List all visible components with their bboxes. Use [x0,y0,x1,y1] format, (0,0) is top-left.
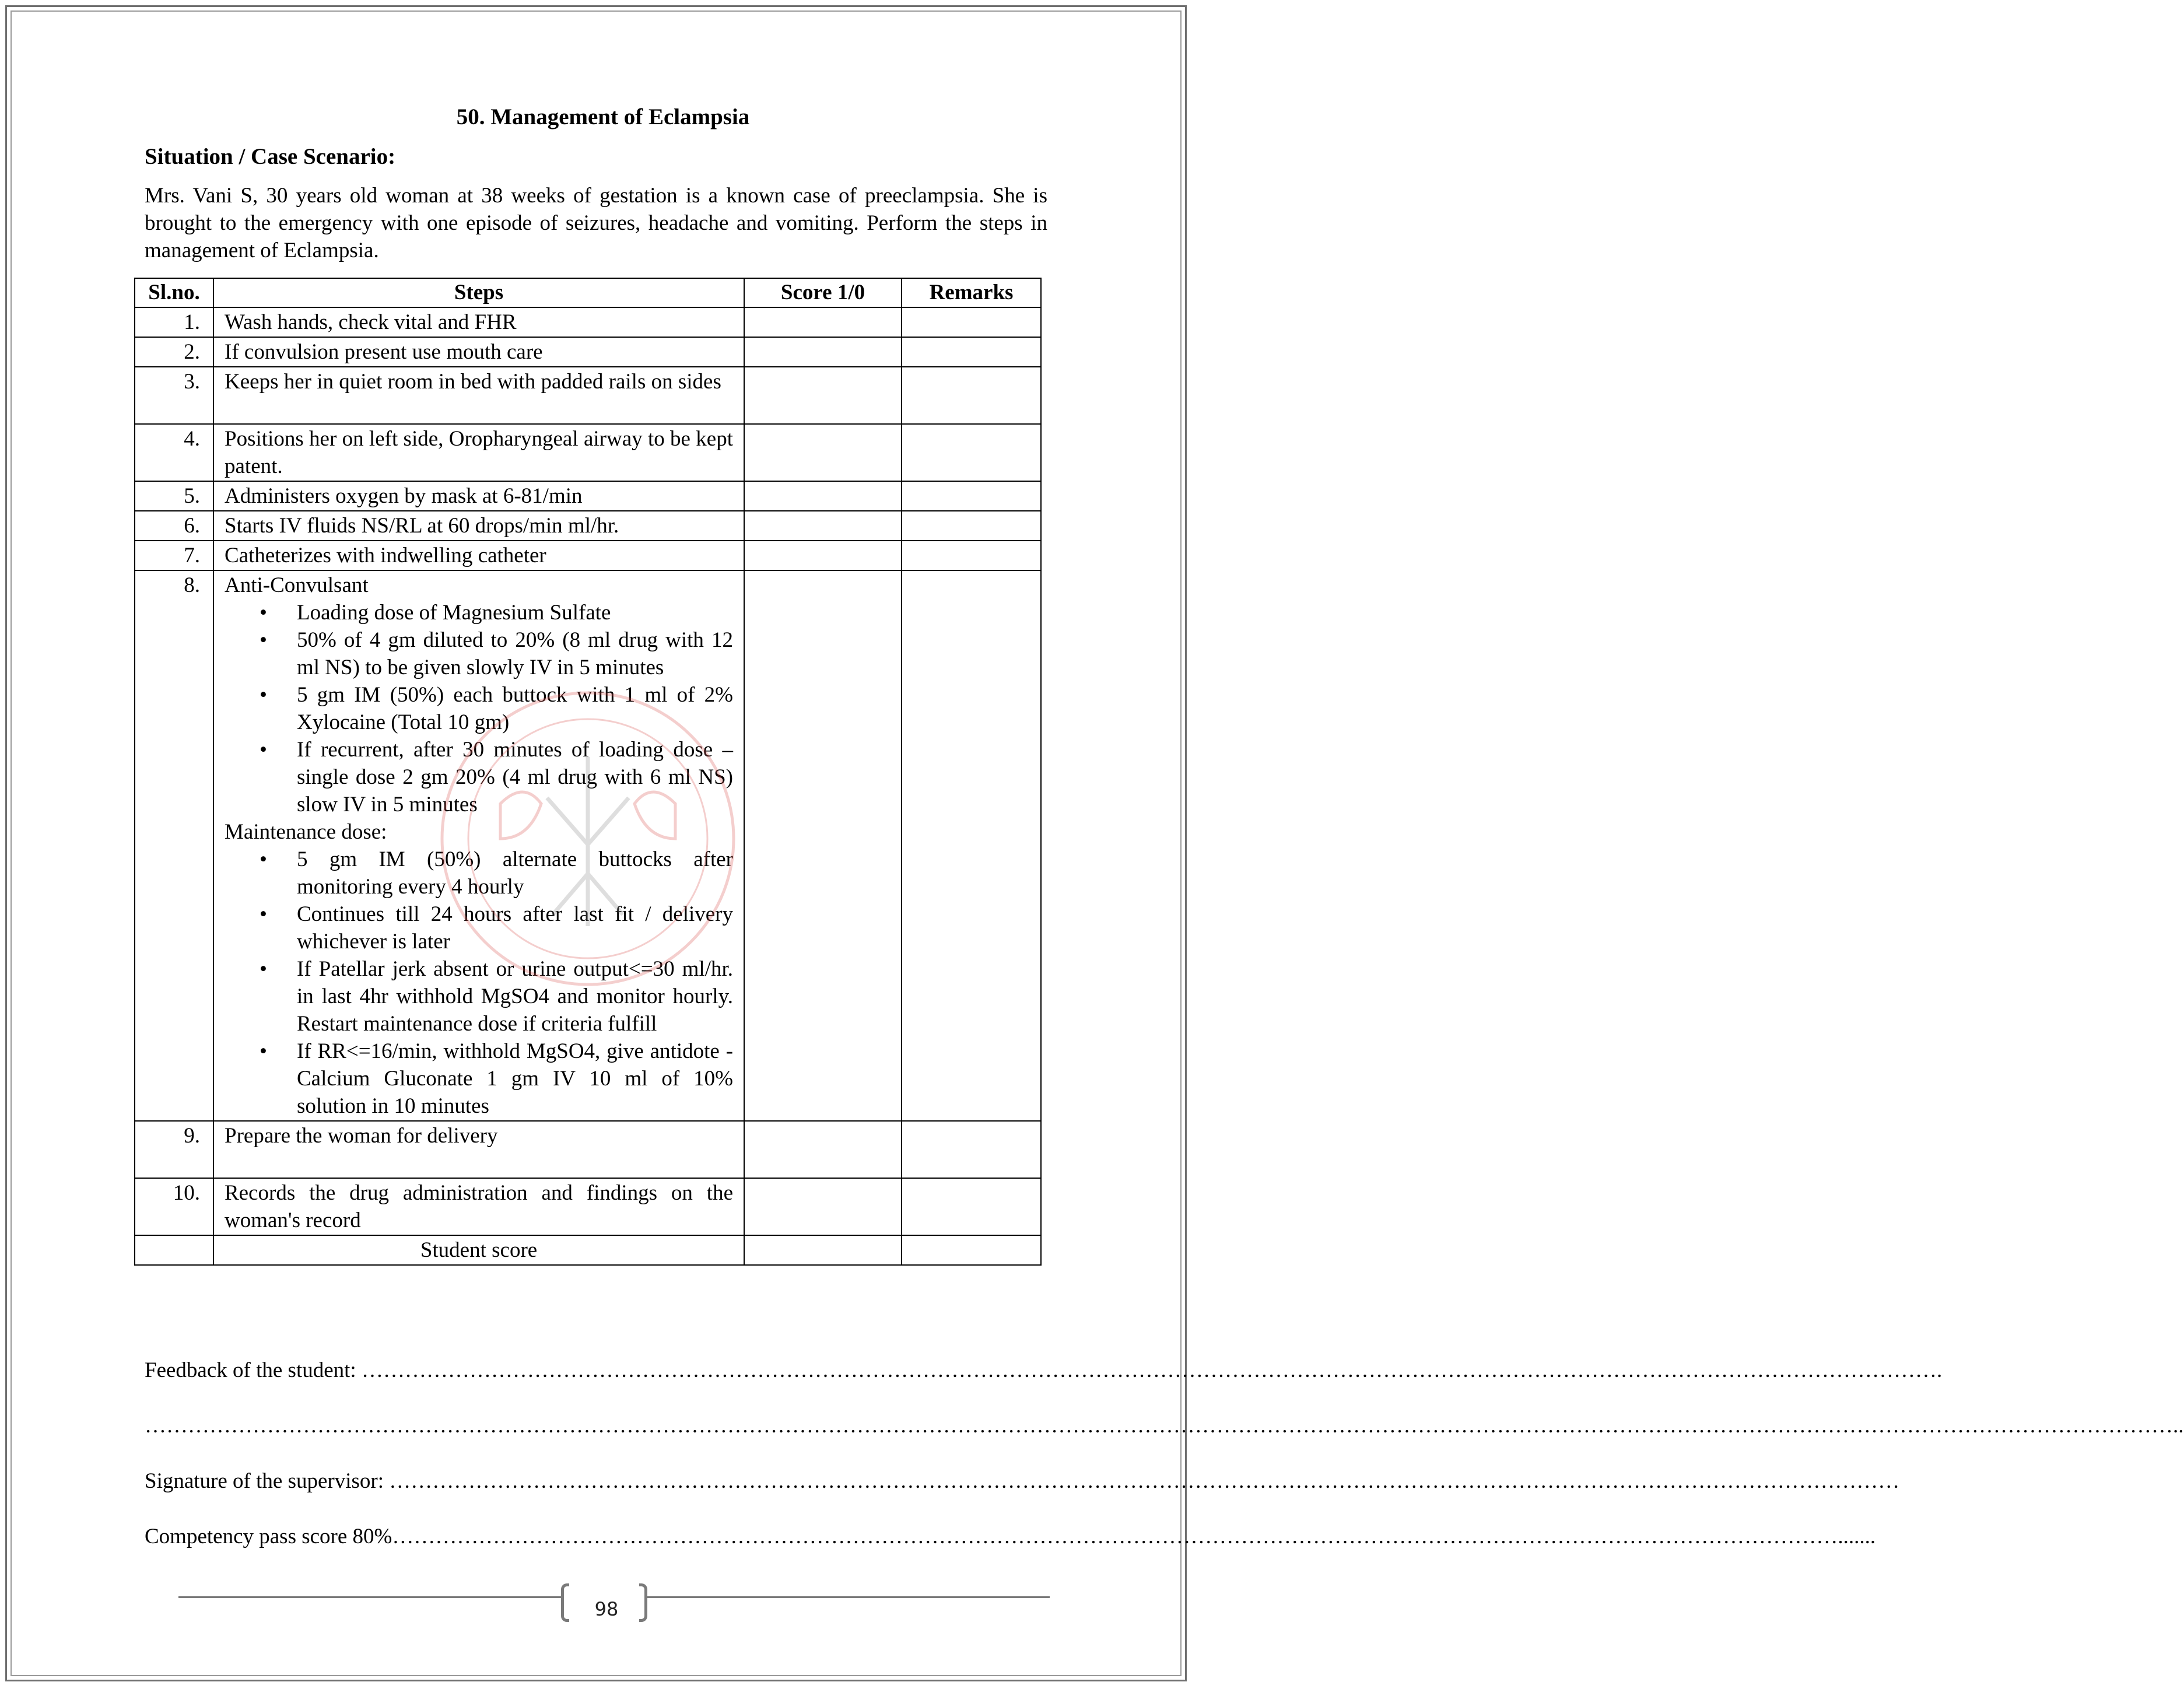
footer-rule-right [646,1596,1050,1598]
row-step: Wash hands, check vital and FHR [213,307,744,337]
feedback-line: Feedback of the student: …………………………………………………………………………………………………………………………………………………………………………………………………. [145,1358,1943,1382]
scenario-heading: Situation / Case Scenario: [145,144,396,169]
score-cell[interactable] [744,1121,902,1178]
footer-rule-left [178,1596,562,1598]
remarks-cell[interactable] [902,424,1041,481]
table-row [135,424,1041,481]
remarks-cell[interactable] [902,307,1041,337]
total-score-cell[interactable] [744,1235,902,1265]
header-slno: Sl.no. [135,278,213,307]
row-step: Prepare the woman for delivery [213,1121,744,1178]
score-cell[interactable] [744,511,902,541]
row-number: 5. [135,481,213,511]
score-cell[interactable] [744,367,902,424]
header-score: Score 1/0 [744,278,902,307]
list-item: • 50% of 4 gm diluted to 20% (8 ml drug with 12 ml NS) to be given slowly IV in 5 minutes [297,626,733,681]
row-step: Positions her on left side, Oropharyngeal airway to be kept patent. [213,424,744,481]
list-item: • Loading dose of Magnesium Sulfate [297,599,733,626]
table-row [135,307,1041,337]
total-number-cell [135,1235,213,1265]
table-row [135,367,1041,424]
list-item: • 5 gm IM (50%) alternate buttocks after monitoring every 4 hourly [297,846,733,900]
table-row [135,541,1041,570]
table-row-total [135,1235,1041,1265]
row-step: Records the drug administration and findings on the woman's record [213,1178,744,1235]
remarks-cell[interactable] [902,337,1041,367]
remarks-cell[interactable] [902,541,1041,570]
list-item: • Continues till 24 hours after last fit / delivery whichever is later [297,900,733,955]
procedure-checklist-table [134,278,1042,1266]
table-header-row [135,278,1041,307]
row-number: 6. [135,511,213,541]
table-row [135,337,1041,367]
score-cell[interactable] [744,307,902,337]
row-number: 4. [135,424,213,481]
page-number: 98 [594,1598,619,1620]
supervisor-signature-line: Signature of the supervisor: ………………………………………………………………………………………………………………………………………………………………………………………… [145,1469,1900,1493]
row-step [213,570,744,1121]
table-row [135,481,1041,511]
scenario-text: Mrs. Vani S, 30 years old woman at 38 weeks of gestation is a known case of preeclampsia. She is brought to the emergency with one episode of seizures, headache and vomiting. Perform the steps in management of Eclampsia. [145,184,1047,262]
row-number: 1. [135,307,213,337]
row-step: Starts IV fluids NS/RL at 60 drops/min ml/hr. [213,511,744,541]
table-row [135,1178,1041,1235]
row-step: Catheterizes with indwelling catheter [213,541,744,570]
maintenance-dose-list [225,846,733,1120]
page-title: 50. Management of Eclampsia [456,104,750,129]
score-cell[interactable] [744,541,902,570]
table-row [135,511,1041,541]
remarks-cell[interactable] [902,570,1041,1121]
table-row-anticonvulsant [135,570,1041,1121]
row-number: 7. [135,541,213,570]
page-number-bracket-left [561,1583,569,1622]
feedback-continuation-line: ………………………………………………………………………………………………………………………………………………………………………………………………………………………………………………………….. [145,1414,2184,1438]
row-step: Keeps her in quiet room in bed with padded rails on sides [213,367,744,424]
list-item: • If Patellar jerk absent or urine output<=30 ml/hr. in last 4hr withhold MgSO4 and monitor hourly. Restart maintenance dose if criteria fulfill [297,955,733,1038]
total-remarks-cell[interactable] [902,1235,1041,1265]
row-number: 8. [135,570,213,1121]
row-step: If convulsion present use mouth care [213,337,744,367]
score-cell[interactable] [744,337,902,367]
row-number: 9. [135,1121,213,1178]
remarks-cell[interactable] [902,481,1041,511]
student-score-label: Student score [213,1235,744,1265]
score-cell[interactable] [744,481,902,511]
header-remarks: Remarks [902,278,1041,307]
remarks-cell[interactable] [902,1121,1041,1178]
list-item: • If recurrent, after 30 minutes of loading dose –single dose 2 gm 20% (4 ml drug with 6 ml NS) slow IV in 5 minutes [297,736,733,818]
maintenance-heading: Maintenance dose: [225,820,387,844]
score-cell[interactable] [744,570,902,1121]
table-row [135,1121,1041,1178]
list-item: • 5 gm IM (50%) each buttock with 1 ml of 2% Xylocaine (Total 10 gm) [297,681,733,736]
list-item: • If RR<=16/min, withhold MgSO4, give antidote - Calcium Gluconate 1 gm IV 10 ml of 10% solution in 10 minutes [297,1038,733,1120]
row-number: 3. [135,367,213,424]
remarks-cell[interactable] [902,1178,1041,1235]
anticonvulsant-heading: Anti-Convulsant [225,573,369,597]
remarks-cell[interactable] [902,511,1041,541]
pass-score-line: Competency pass score 80%…………………………………………………………………………………………………………………………………………………………………………………....... [145,1525,1876,1548]
score-cell[interactable] [744,1178,902,1235]
page-number-bracket-right [639,1583,647,1622]
header-steps: Steps [213,278,744,307]
loading-dose-list [225,599,733,818]
score-cell[interactable] [744,424,902,481]
row-number: 10. [135,1178,213,1235]
row-step: Administers oxygen by mask at 6-81/min [213,481,744,511]
row-number: 2. [135,337,213,367]
remarks-cell[interactable] [902,367,1041,424]
